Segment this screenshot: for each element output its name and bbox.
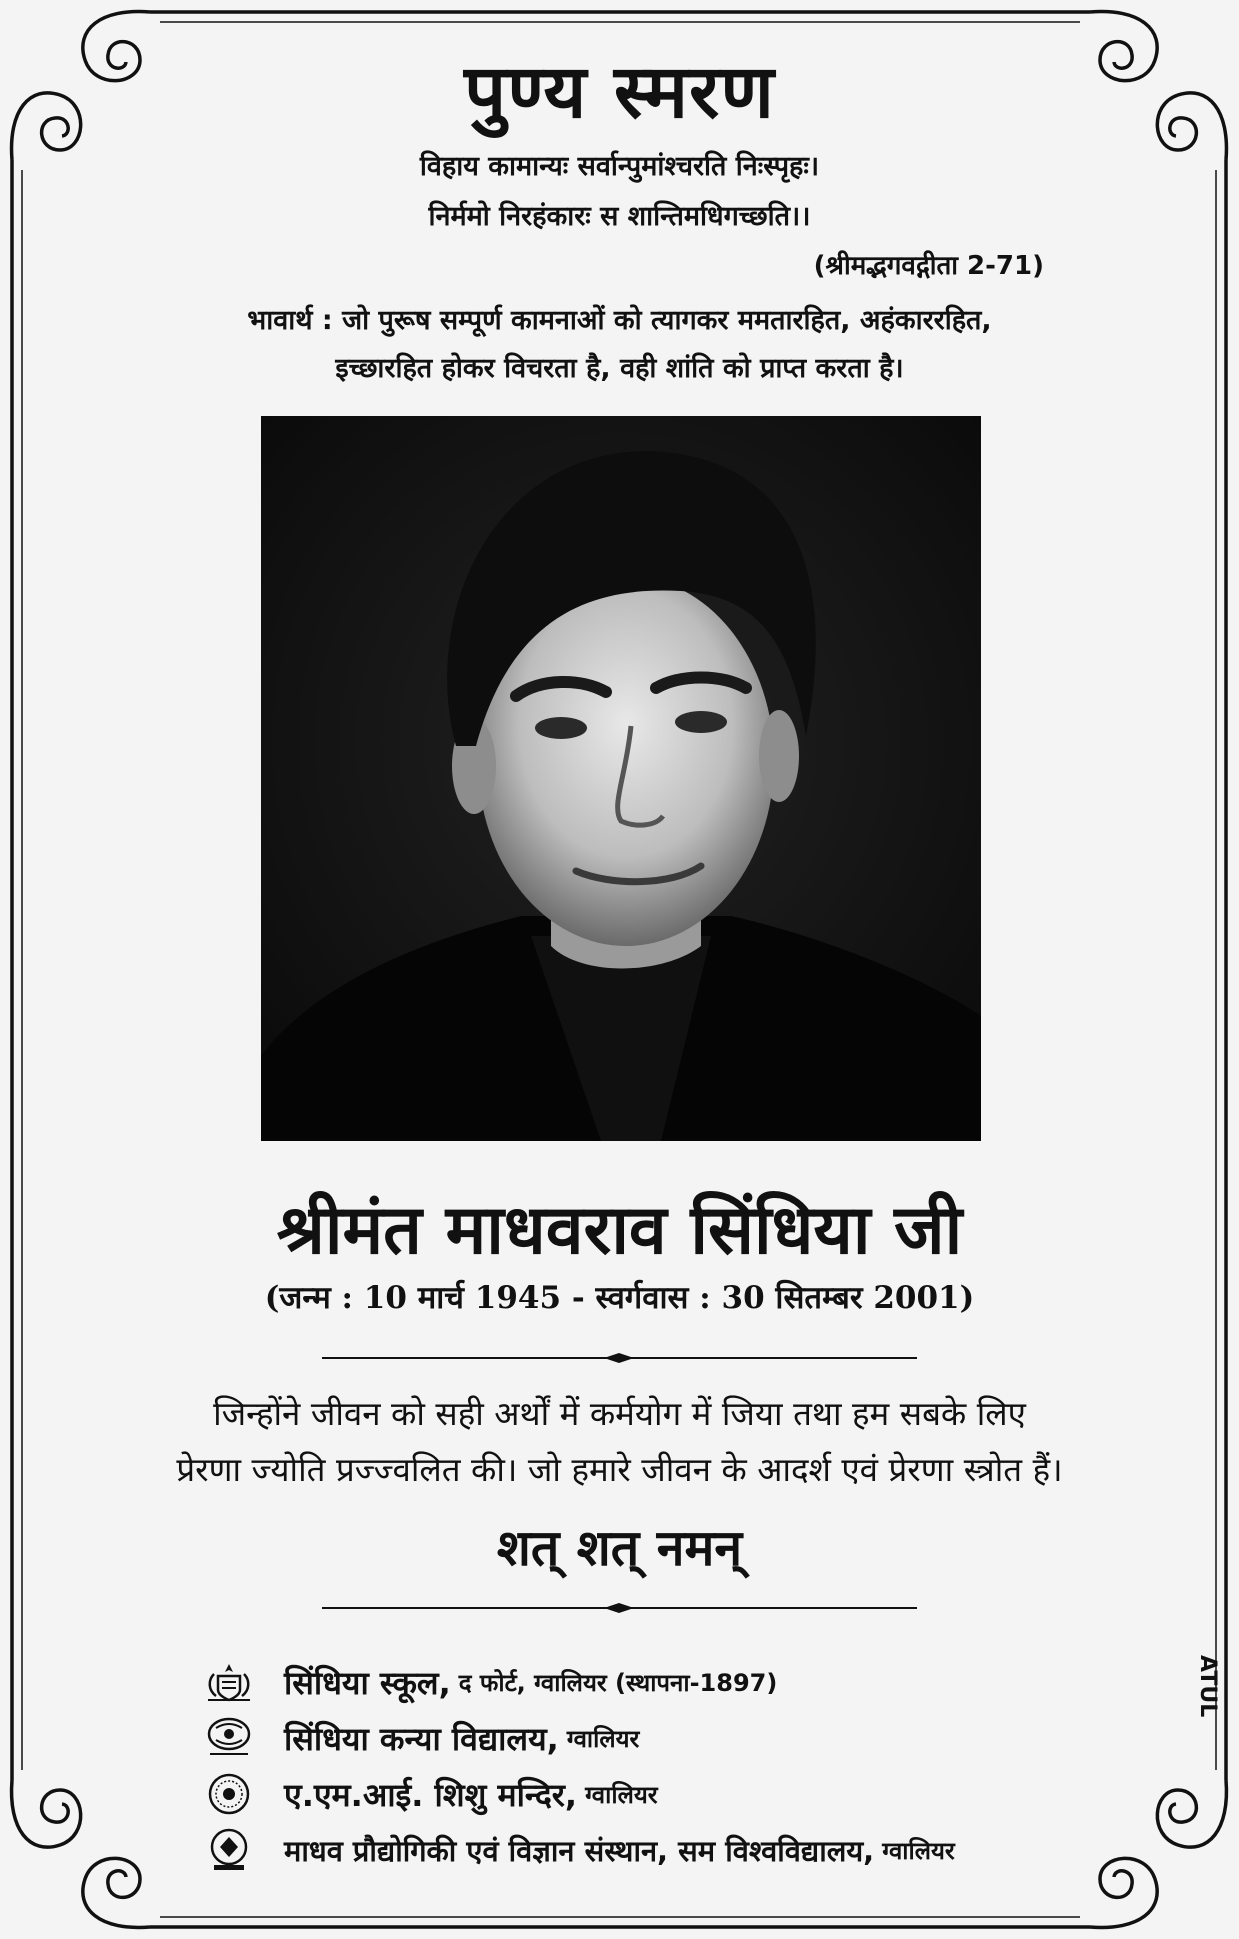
institution-name: ए.एम.आई. शिशु मन्दिर, [284,1775,578,1814]
shishu-mandir-seal-icon [200,1771,258,1817]
shloka-source: (श्रीमद्भगवद्गीता 2-71) [813,251,1044,281]
institution-item [200,1766,1100,1822]
institution-name: सिंधिया स्कूल, [284,1663,451,1702]
shloka-line-2: निर्ममो निरहंकारः स शान्तिमधिगच्छति।। [428,201,811,232]
divider-top [322,1351,917,1365]
tribute-line-1: जिन्होंने जीवन को सही अर्थों में कर्मयोग में जिया तथा हम सबके लिए [213,1394,1026,1433]
institution-detail: द फोर्ट, ग्वालियर (स्थापना-1897) [458,1668,778,1697]
meaning-line-1: भावार्थ : जो पुरूष सम्पूर्ण कामनाओं को त्यागकर ममतारहित, अहंकाररहित, [247,305,992,336]
institution-detail: ग्वालियर [566,1724,640,1753]
person-name: श्रीमंत माधवराव सिंधिया जी [276,1191,963,1270]
institution-detail: ग्वालियर [882,1836,955,1865]
meaning-line-2: इच्छारहित होकर विचरता है, वही शांति को प्राप्त करता है। [335,353,904,384]
institution-item [200,1822,1100,1878]
portrait-photo [261,416,981,1141]
institution-item [200,1654,1100,1710]
institution-name: सिंधिया कन्या विद्यालय, [284,1719,559,1758]
girls-school-crest-icon [200,1715,258,1761]
page-title: पुण्य स्मरण [464,49,775,135]
designer-credit: ATUL [1195,1655,1220,1718]
institute-seal-icon [200,1827,258,1873]
school-crest-icon [200,1659,258,1705]
shloka-line-1: विहाय कामान्यः सर्वान्पुमांश्चरति निःस्पृहः। [419,151,820,182]
institution-list [200,1654,1100,1878]
tribute-line-2: प्रेरणा ज्योति प्रज्ज्वलित की। जो हमारे जीवन के आदर्श एवं प्रेरणा स्त्रोत हैं। [176,1450,1063,1489]
salute-text: शत् शत् नमन् [496,1519,743,1577]
life-dates: (जन्म : 10 मार्च 1945 - स्वर्गवास : 30 सितम्बर 2001) [264,1280,975,1316]
institution-detail: ग्वालियर [585,1780,658,1809]
institution-name: माधव प्रौद्योगिकी एवं विज्ञान संस्थान, सम विश्वविद्यालय, [284,1833,875,1868]
institution-item [200,1710,1100,1766]
divider-bottom [322,1601,917,1615]
